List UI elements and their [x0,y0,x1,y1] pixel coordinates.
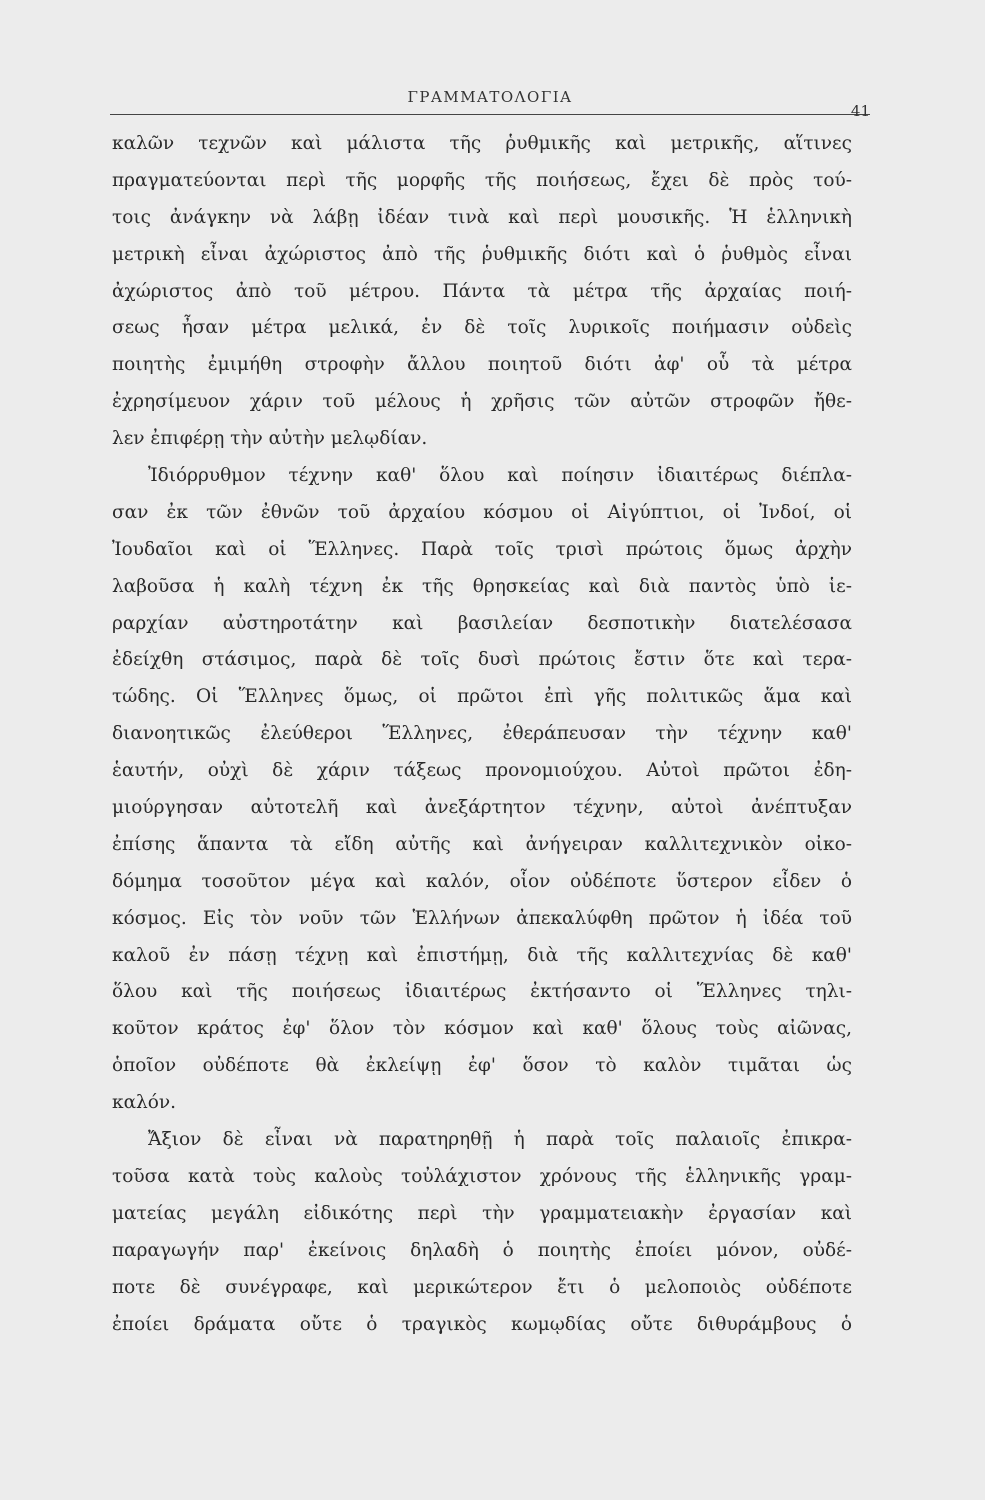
text-line: ἐχρησίμευον χάριν τοῦ μέλους ἡ χρῆσις τῶν αὐτῶν στροφῶν ἤθε- [112,391,852,413]
text-line: παραγωγήν παρ' ἐκείνοις δηλαδὴ ὁ ποιητὴς ἐποίει μόνον, οὐδέ- [112,1239,852,1261]
text-line: ἐποίει δράματα οὔτε ὁ τραγικὸς κωμῳδίας οὔτε διθυράμβους ὁ [112,1313,852,1335]
text-line: καλοῦ ἐν πάσῃ τέχνῃ καὶ ἐπιστήμῃ, διὰ τῆς καλλιτεχνίας δὲ καθ' [112,944,852,966]
text-line: μετρικὴ εἶναι ἀχώριστος ἀπὸ τῆς ῥυθμικῆς διότι καὶ ὁ ῥυθμὸς εἶναι [112,243,852,265]
text-line: διανοητικῶς ἐλεύθεροι Ἕλληνες, ἐθεράπευσαν τὴν τέχνην καθ' [112,723,852,745]
running-header [110,84,870,120]
text-line: ματείας μεγάλη εἰδικότης περὶ τὴν γραμματειακὴν ἐργασίαν καὶ [112,1202,852,1224]
text-line: ποτε δὲ συνέγραφε, καὶ μερικώτερον ἔτι ὁ μελοποιὸς οὐδέποτε [112,1276,852,1298]
text-line: σεως ἦσαν μέτρα μελικά, ἐν δὲ τοῖς λυρικοῖς ποιήμασιν οὐδεὶς [112,317,852,339]
text-line: καλῶν τεχνῶν καὶ μάλιστα τῆς ῥυθμικῆς καὶ μετρικῆς, αἵτινες [112,133,852,154]
running-title: ΓΡΑΜΜΑΤΟΛΟΓΙΑ [407,88,573,106]
text-line: ποιητὴς ἐμιμήθη στροφὴν ἄλλου ποιητοῦ διότι ἀφ' οὗ τὰ μέτρα [112,354,852,376]
text-line: ὅλου καὶ τῆς ποιήσεως ἰδιαιτέρως ἐκτήσαντο οἱ Ἕλληνες τηλι- [112,981,852,1003]
page-number: 41 [850,102,870,120]
text-line: σαν ἐκ τῶν ἐθνῶν τοῦ ἀρχαίου κόσμου οἱ Αἰγύπτιοι, οἱ Ἰνδοί, οἱ [112,501,852,523]
text-line: ραρχίαν αὐστηροτάτην καὶ βασιλείαν δεσποτικὴν διατελέσασα [112,612,852,634]
text-line: μιούργησαν αὐτοτελῆ καὶ ἀνεξάρτητον τέχνην, αὐτοὶ ἀνέπτυξαν [112,797,852,819]
text-line: τοῦσα κατὰ τοὺς καλοὺς τοὐλάχιστον χρόνους τῆς ἑλληνικῆς γραμ- [112,1165,852,1187]
paragraph-start-line: Ἄξιον δὲ εἶναι νὰ παρατηρηθῇ ἡ παρὰ τοῖς παλαιοῖς ἐπικρα- [148,1129,852,1151]
text-line: κόσμος. Εἰς τὸν νοῦν τῶν Ἑλλήνων ἀπεκαλύφθη πρῶτον ἡ ἰδέα τοῦ [112,907,852,929]
text-line: ἑαυτήν, οὐχὶ δὲ χάριν τάξεως προνομιούχου. Αὐτοὶ πρῶτοι ἐδη- [112,760,852,782]
page-body [112,126,852,1466]
text-line: λαβοῦσα ἡ καλὴ τέχνη ἐκ τῆς θρησκείας καὶ διὰ παντὸς ὑπὸ ἱε- [112,575,852,597]
paragraph-start-line: Ἰδιόρρυθμον τέχνην καθ' ὅλου καὶ ποίησιν ἰδιαιτέρως διέπλα- [148,465,852,487]
text-line: ἀχώριστος ἀπὸ τοῦ μέτρου. Πάντα τὰ μέτρα τῆς ἀρχαίας ποιή- [112,280,852,302]
text-line: ἐπίσης ἅπαντα τὰ εἴδη αὐτῆς καὶ ἀνήγειραν καλλιτεχνικὸν οἰκο- [112,833,852,855]
text-line: ὁποῖον οὐδέποτε θὰ ἐκλείψῃ ἐφ' ὅσον τὸ καλὸν τιμᾶται ὡς [112,1055,852,1077]
text-line: λεν ἐπιφέρῃ τὴν αὐτὴν μελῳδίαν. [112,428,428,450]
text-line: πραγματεύονται περὶ τῆς μορφῆς τῆς ποιήσεως, ἔχει δὲ πρὸς τού- [112,169,852,191]
text-line: καλόν. [112,1092,177,1114]
text-line: ἐδείχθη στάσιμος, παρὰ δὲ τοῖς δυσὶ πρώτοις ἔστιν ὅτε καὶ τερα- [112,649,852,671]
text-line: δόμημα τοσοῦτον μέγα καὶ καλόν, οἷον οὐδέποτε ὕστερον εἶδεν ὁ [112,870,852,892]
text-line: κοῦτον κράτος ἐφ' ὅλον τὸν κόσμον καὶ καθ' ὅλους τοὺς αἰῶνας, [112,1018,852,1040]
text-line: τώδης. Οἱ Ἕλληνες ὅμως, οἱ πρῶτοι ἐπὶ γῆς πολιτικῶς ἅμα καὶ [112,686,852,708]
text-line: Ἰουδαῖοι καὶ οἱ Ἕλληνες. Παρὰ τοῖς τρισὶ πρώτοις ὅμως ἀρχὴν [112,538,852,560]
text-line: τοις ἀνάγκην νὰ λάβῃ ἰδέαν τινὰ καὶ περὶ μουσικῆς. Ἡ ἑλληνικὴ [112,206,852,228]
